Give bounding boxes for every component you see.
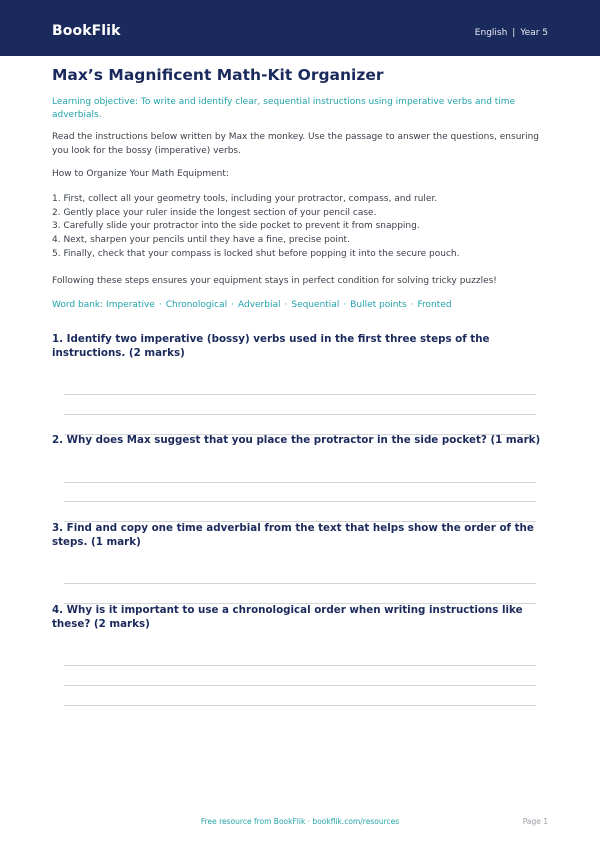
intro-text: Read the instructions below written by Max the monkey. Use the passage to answer the questions, ensuring you look for the bossy (imperative) verbs. bbox=[52, 132, 540, 156]
question-3: 3. Find and copy one time adverbial from the text that helps show the order of the steps. (1 mark) bbox=[52, 522, 534, 548]
step-2: 2. Gently place your ruler inside the longest section of your pencil case. bbox=[52, 207, 377, 218]
footer-text: Free resource from BookFlik · bookflik.com/resources bbox=[200, 817, 400, 826]
word-bank-word: Fronted bbox=[417, 300, 452, 310]
instruction-steps bbox=[52, 193, 542, 262]
step-3: 3. Carefully slide your protractor into the side pocket to prevent it from snapping. bbox=[52, 221, 420, 232]
answer-line[interactable] bbox=[64, 394, 536, 395]
subject-label: English bbox=[474, 28, 508, 38]
page-number: Page 1 bbox=[522, 817, 548, 826]
word-separator: · bbox=[284, 300, 288, 310]
word-bank-label: Word bank: bbox=[52, 300, 104, 310]
header-bar bbox=[0, 0, 600, 56]
worksheet-title: Max’s Magnificent Math-Kit Organizer bbox=[52, 66, 384, 84]
answer-line[interactable] bbox=[64, 685, 536, 686]
word-bank-word: Adverbial bbox=[237, 300, 281, 310]
answer-line[interactable] bbox=[64, 583, 536, 584]
word-bank-word: Chronological bbox=[165, 300, 228, 310]
step-5: 5. Finally, check that your compass is locked shut before popping it into the secure pouch. bbox=[52, 248, 460, 259]
brand-logo-text: BookFlik bbox=[52, 23, 121, 39]
learning-objective: Learning objective: To write and identify clear, sequential instructions using imperative verbs and time adverbials. bbox=[52, 97, 516, 120]
answer-line[interactable] bbox=[64, 705, 536, 706]
word-separator: · bbox=[410, 300, 414, 310]
closing-text: Following these steps ensures your equipment stays in perfect condition for solving tricky puzzles! bbox=[52, 276, 497, 286]
question-4: 4. Why is it important to use a chronological order when writing instructions like these? (2 marks) bbox=[52, 604, 523, 630]
meta-separator: | bbox=[512, 28, 516, 38]
word-bank-word: Sequential bbox=[291, 300, 340, 310]
word-bank-word: Bullet points bbox=[350, 300, 407, 310]
question-1: 1. Identify two imperative (bossy) verbs used in the first three steps of the instructions. (2 marks) bbox=[52, 333, 490, 359]
step-4: 4. Next, sharpen your pencils until they have a fine, precise point. bbox=[52, 235, 350, 246]
answer-line[interactable] bbox=[64, 501, 536, 502]
word-bank bbox=[52, 300, 452, 310]
passage-heading: How to Organize Your Math Equipment: bbox=[52, 169, 229, 179]
word-separator: · bbox=[158, 300, 162, 310]
year-label: Year 5 bbox=[520, 28, 548, 38]
answer-line[interactable] bbox=[64, 482, 536, 483]
word-separator: · bbox=[343, 300, 347, 310]
word-separator: · bbox=[231, 300, 234, 310]
subject-year-label bbox=[475, 28, 548, 38]
step-1: 1. First, collect all your geometry tools, including your protractor, compass, and ruler. bbox=[52, 194, 438, 204]
answer-line[interactable] bbox=[64, 414, 536, 415]
answer-line[interactable] bbox=[64, 665, 536, 666]
word-bank-word: Imperative bbox=[106, 300, 155, 310]
question-2: 2. Why does Max suggest that you place the protractor in the side pocket? (1 mark) bbox=[52, 434, 541, 446]
